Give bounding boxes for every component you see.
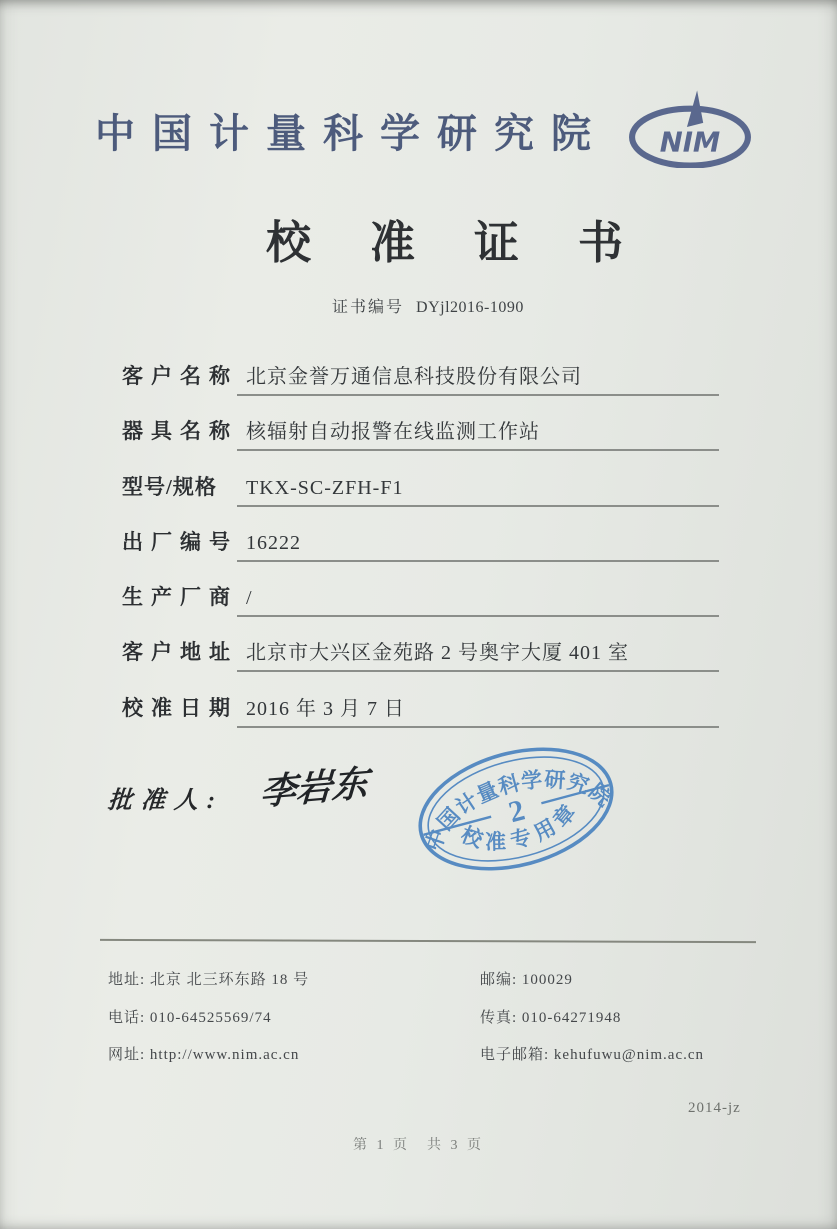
footer-contact-left: 网址: http://www.nim.ac.cn [108, 1047, 300, 1063]
field-underline [237, 560, 719, 562]
certificate-number-line [332, 294, 524, 317]
stamp-top-textpath: 中国计量科学研究院 [421, 767, 617, 854]
footer-separator [100, 939, 756, 943]
footer-contact-right: 邮编: 100029 [480, 972, 573, 988]
footer-contact-left: 地址: 北京 北三环东路 18 号 [108, 972, 310, 988]
footer-contact-row [108, 968, 756, 1006]
field-label: 生产厂商 [122, 585, 238, 610]
field-label: 出厂编号 [122, 529, 238, 554]
logo-letters: NIM [659, 127, 721, 159]
field-label: 器具名称 [122, 419, 238, 444]
field-underline [237, 670, 719, 672]
footer-contact-right: 传真: 010-64271948 [480, 1009, 622, 1026]
certificate-number-label: 证书编号 [332, 299, 405, 316]
field-value: 北京市大兴区金苑路 2 号奥宇大厦 401 室 [246, 642, 629, 665]
form-fields [100, 353, 755, 740]
form-row [100, 629, 755, 684]
footer-contact-left: 电话: 010-64525569/74 [108, 1009, 272, 1026]
approver-label: 批准人: [107, 788, 225, 814]
form-row [100, 685, 755, 740]
form-row [100, 574, 755, 629]
stamp-bottom-textpath: 校准专用章 [457, 795, 585, 855]
certificate-number: DYjl2016-1090 [416, 299, 524, 316]
field-value: / [246, 587, 253, 610]
footer-contact-right: 电子邮箱: kehufuwu@nim.ac.cn [480, 1047, 705, 1063]
field-label: 型号/规格 [122, 474, 217, 499]
form-row [100, 353, 755, 408]
form-row [100, 519, 755, 574]
footer-contact-row [108, 1006, 756, 1044]
field-value: 核辐射自动报警在线监测工作站 [246, 421, 540, 444]
form-row [100, 408, 755, 463]
field-underline [237, 394, 719, 396]
footer-contact-row [108, 1043, 756, 1081]
nim-logo [628, 88, 752, 168]
field-underline [237, 505, 719, 507]
field-value: 16222 [246, 531, 301, 554]
org-name: 中国计量科学研究院 [95, 111, 608, 156]
field-value: 北京金誉万通信息科技股份有限公司 [246, 366, 582, 388]
form-code: 2014-jz [688, 1100, 741, 1116]
page-title: 校准证书 [266, 218, 683, 268]
field-underline [237, 615, 719, 617]
calibration-stamp [393, 718, 639, 901]
field-label: 客户地址 [122, 640, 238, 665]
field-underline [237, 726, 719, 728]
page-indicator: 第 1 页 共 3 页 [353, 1138, 484, 1153]
field-value: 2016 年 3 月 7 日 [246, 697, 405, 720]
field-label: 校准日期 [122, 695, 238, 720]
footer-contacts [108, 968, 756, 1081]
approver-signature: 李岩东 [259, 763, 369, 813]
form-row [100, 464, 755, 519]
field-underline [237, 449, 719, 451]
field-label: 客户名称 [122, 364, 238, 388]
field-value: TKX-SC-ZFH-F1 [246, 476, 404, 499]
stamp-center-number: 2 [505, 793, 529, 830]
